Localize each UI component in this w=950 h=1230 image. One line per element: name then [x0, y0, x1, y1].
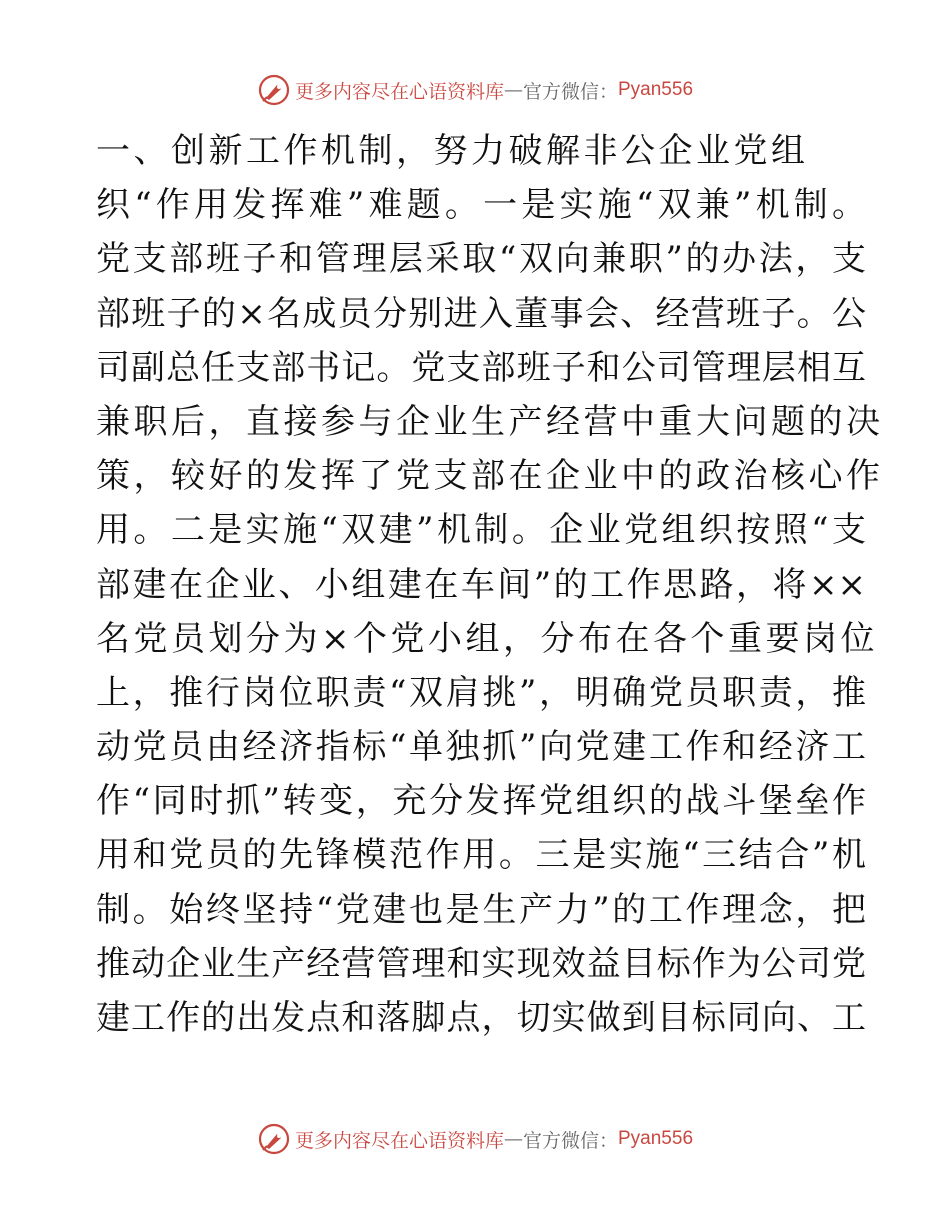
text-line: 动党员由经济指标“单独抓”向党建工作和经济工 [96, 727, 866, 768]
watermark-separator: — [503, 79, 523, 101]
text-line: 兼职后，直接参与企业生产经营中重大问题的决 [96, 401, 884, 442]
watermark-wechat-label: 官方微信： [522, 80, 618, 103]
watermark-wechat-label: 官方微信： [522, 1129, 618, 1152]
text-line: 作“同时抓”转变，充分发挥党组织的战斗堡垒作 [96, 781, 866, 822]
watermark-brand-text: 更多内容尽在心语资料库 [294, 80, 504, 103]
document-body [96, 124, 884, 1045]
text-line: 用和党员的先锋模范作用。三是实施“三结合”机 [96, 835, 866, 876]
watermark-brand-text: 更多内容尽在心语资料库 [294, 1129, 504, 1152]
text-line: 策，较好的发挥了党支部在企业中的政治核心作 [96, 456, 884, 497]
text-line: 一、创新工作机制，努力破解非公企业党组 [96, 131, 809, 171]
text-line: 名党员划分为×个党小组，分布在各个重要岗位 [96, 618, 878, 659]
text-line: 上，推行岗位职责“双肩挑”，明确党员职责，推 [96, 672, 866, 713]
watermark-separator: — [503, 1128, 523, 1150]
pen-nib-circle-icon [257, 1122, 291, 1156]
footer-watermark [0, 1121, 950, 1157]
text-line: 党支部班子和管理层采取“双向兼职”的办法，支 [96, 239, 866, 280]
text-line: 用。二是实施“双建”机制。企业党组织按照“支 [96, 510, 866, 551]
text-line: 司副总任支部书记。党支部班子和公司管理层相互 [96, 347, 866, 388]
text-line: 制。始终坚持“党建也是生产力”的工作理念，把 [96, 889, 866, 930]
pen-nib-circle-icon [257, 73, 291, 107]
text-line: 推动企业生产经营管理和实现效益目标作为公司党 [96, 943, 866, 984]
text-line: 织“作用发挥难”难题。一是实施“双兼”机制。 [96, 185, 866, 226]
text-line: 部建在企业、小组建在车间”的工作思路，将×× [96, 564, 866, 605]
text-line: 部班子的×名成员分别进入董事会、经营班子。公 [96, 293, 866, 334]
text-line: 建工作的出发点和落脚点，切实做到目标同向、工 [96, 998, 866, 1038]
header-watermark [0, 72, 950, 108]
watermark-wechat-id: Pyan556 [618, 79, 694, 100]
watermark-wechat-id: Pyan556 [618, 1128, 694, 1149]
